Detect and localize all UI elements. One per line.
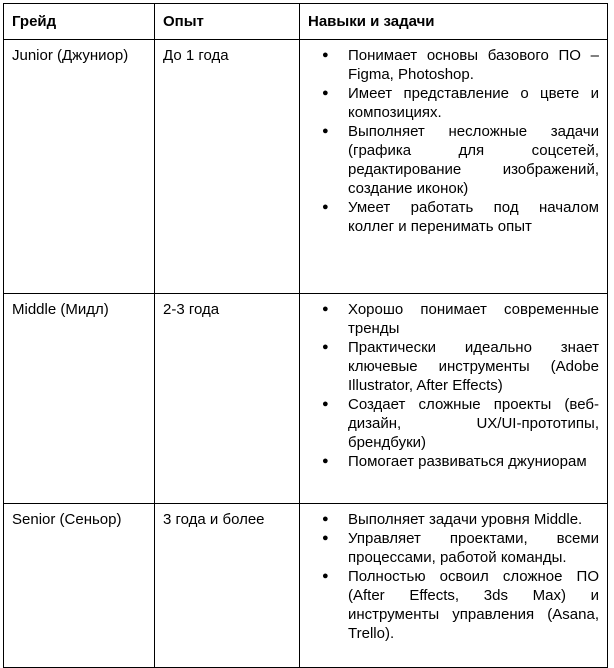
grade-cell: Senior (Сеньор) <box>4 504 155 668</box>
skill-item: ● Полностью освоил сложное ПО (After Effects, 3ds Max) и инструменты управления (Asana, Trello). <box>308 567 599 643</box>
table-row-middle <box>4 294 608 504</box>
skills-cell <box>300 294 608 504</box>
skills-list <box>308 300 599 471</box>
skill-item: ● Умеет работать под началом коллег и перенимать опыт <box>308 198 599 236</box>
skill-item: ● Хорошо понимает современные тренды <box>308 300 599 338</box>
skills-cell <box>300 504 608 668</box>
skill-item: ● Выполняет несложные задачи (графика для соцсетей, редактирование изображений, создание иконок) <box>308 122 599 198</box>
skills-list <box>308 510 599 643</box>
skill-item: ● Практически идеально знает ключевые инструменты (Adobe Illustrator, After Effects) <box>308 338 599 395</box>
skills-cell <box>300 40 608 294</box>
table-row-senior <box>4 504 608 668</box>
grade-cell: Junior (Джуниор) <box>4 40 155 294</box>
skill-item: ● Помогает развиваться джуниорам <box>308 452 599 471</box>
skill-item: ● Имеет представление о цвете и композициях. <box>308 84 599 122</box>
header-experience: Опыт <box>155 4 300 40</box>
experience-cell: До 1 года <box>155 40 300 294</box>
experience-cell: 3 года и более <box>155 504 300 668</box>
grades-table <box>3 3 608 668</box>
header-row <box>4 4 608 40</box>
skill-item: ● Управляет проектами, всеми процессами, работой команды. <box>308 529 599 567</box>
header-grade: Грейд <box>4 4 155 40</box>
grade-cell: Middle (Мидл) <box>4 294 155 504</box>
skill-item: ● Создает сложные проекты (веб-дизайн, UX/UI-прототипы, брендбуки) <box>308 395 599 452</box>
skills-list <box>308 46 599 236</box>
skill-item: ● Понимает основы базового ПО – Figma, Photoshop. <box>308 46 599 84</box>
experience-cell: 2-3 года <box>155 294 300 504</box>
header-skills: Навыки и задачи <box>300 4 608 40</box>
skill-item: ● Выполняет задачи уровня Middle. <box>308 510 599 529</box>
table-row-junior <box>4 40 608 294</box>
